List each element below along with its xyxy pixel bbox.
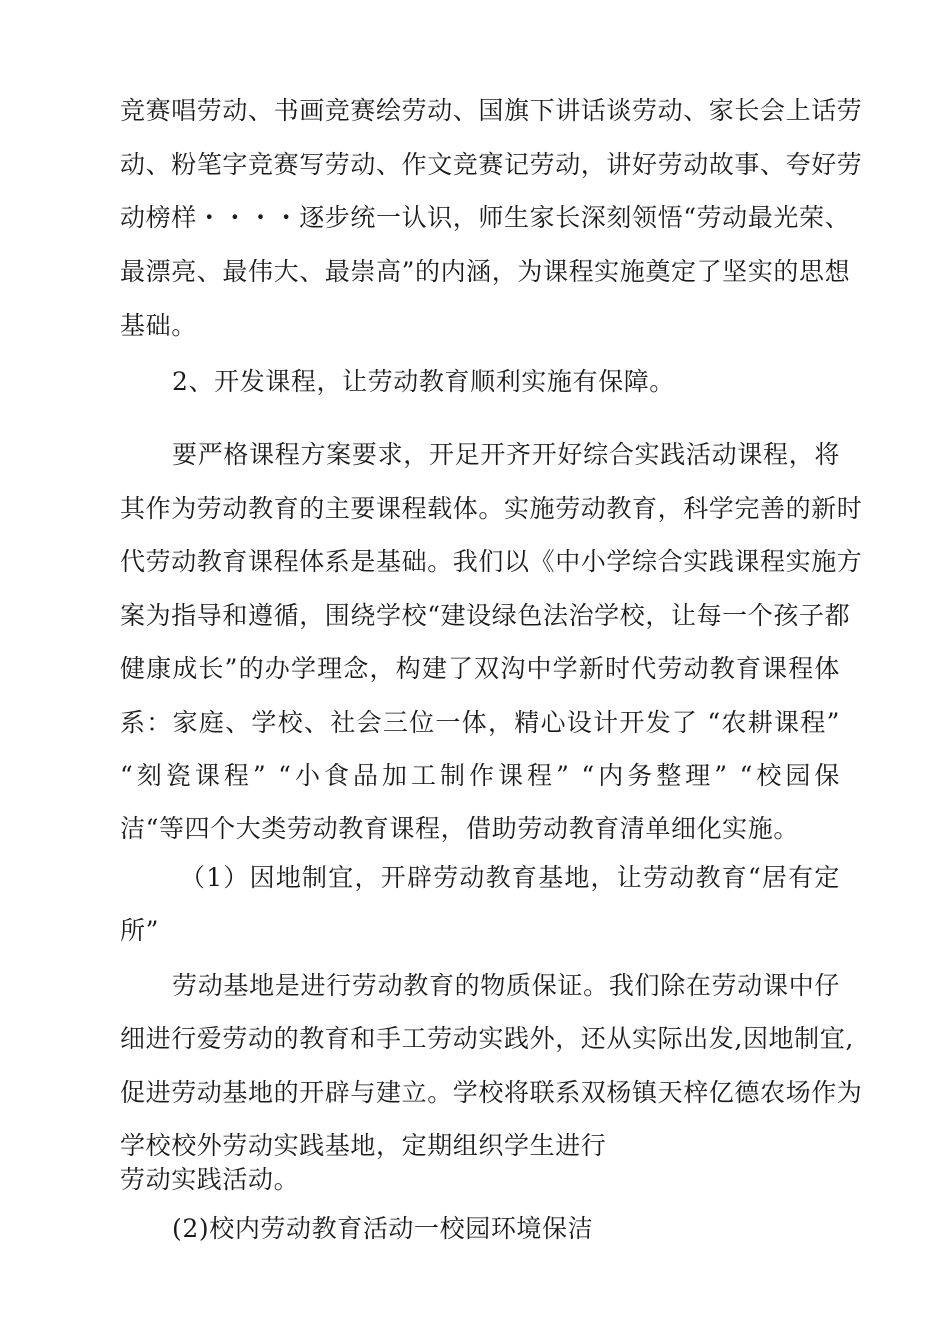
text-line: 细进行爱劳动的教育和手工劳动实践外，还从实际出发,因地制宜,: [120, 1024, 854, 1053]
text-line: 系：家庭、学校、社会三位一体，精心设计开发了 “农耕课程”: [120, 708, 840, 737]
text-line: “刻瓷课程” “小食品加工制作课程” “内务整理” “校园保: [120, 761, 840, 790]
text-line: 动、粉笔字竞赛写劳动、作文竞赛记劳动，讲好劳动故事、夸好劳: [120, 150, 863, 179]
text-line: 健康成长”的办学理念，构建了双沟中学新时代劳动教育课程体: [120, 654, 840, 683]
paragraph-first-line: 劳动基地是进行劳动教育的物质保证。我们除在劳动课中仔: [172, 971, 840, 1000]
paragraph-first-line: 要严格课程方案要求，开足开齐开好综合实践活动课程，将: [172, 440, 840, 469]
text-line: 所”: [120, 916, 159, 945]
text-line: 竞赛唱劳动、书画竞赛绘劳动、国旗下讲话谈劳动、家长会上话劳: [120, 96, 863, 125]
subsection-heading: （1）因地制宜，开辟劳动教育基地，让劳动教育“居有定: [180, 863, 840, 892]
text-line: 促进劳动基地的开辟与建立。学校将联系双杨镇天梓亿德农场作为: [120, 1078, 863, 1107]
text-line: 动榜样・・・・逐步统一认识，师生家长深刻领悟“劳动最光荣、: [120, 203, 851, 232]
text-line: 基础。: [120, 311, 197, 340]
text-line: 学校校外劳动实践基地，定期组织学生进行: [120, 1131, 607, 1160]
subsection-heading: (2)校内劳动教育活动一校园环境保洁: [172, 1214, 594, 1243]
section-heading: 2、开发课程，让劳动教育顺利实施有保障。: [172, 367, 675, 396]
text-line: 最漂亮、最伟大、最崇高”的内涵，为课程实施奠定了坚实的思想: [120, 257, 851, 286]
text-line: 代劳动教育课程体系是基础。我们以《中小学综合实践课程实施方: [120, 547, 863, 576]
text-line: 其作为劳动教育的主要课程载体。实施劳动教育，科学完善的新时: [120, 494, 863, 523]
text-line: 案为指导和遵循，围绕学校“建设绿色法治学校，让每一个孩子都: [120, 601, 851, 630]
text-line: 劳动实践活动。: [120, 1165, 300, 1194]
text-line: 洁“等四个大类劳动教育课程，借助劳动教育清单细化实施。: [120, 814, 799, 843]
